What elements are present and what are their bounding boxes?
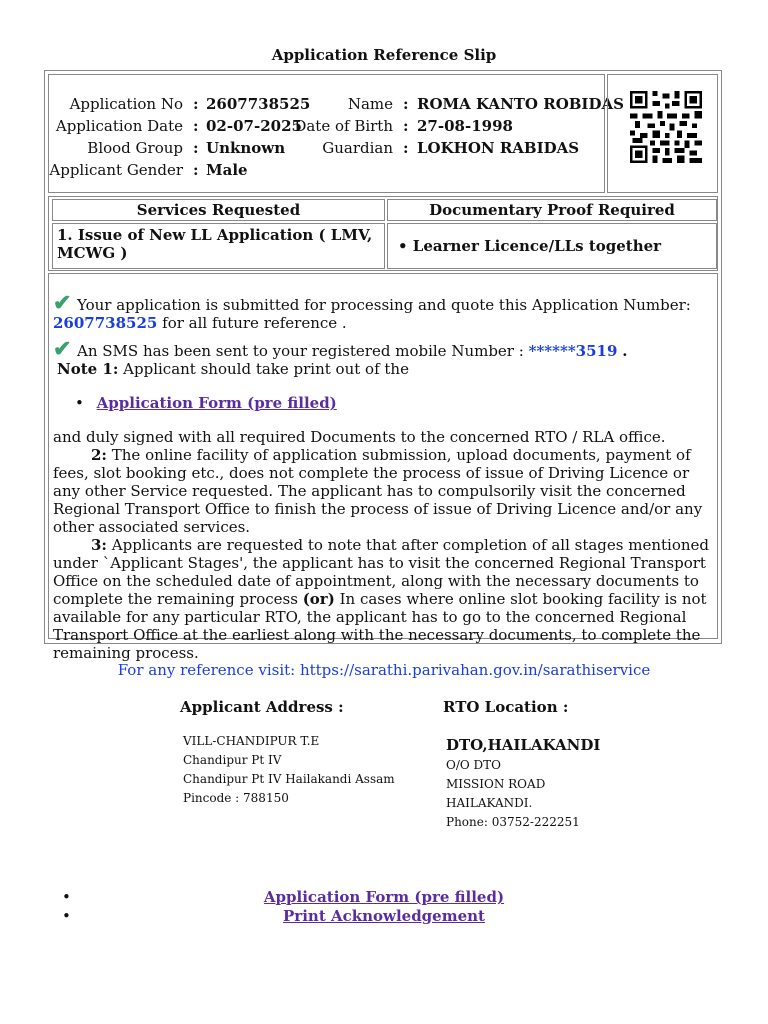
checkmark-icon: ✔ xyxy=(53,336,72,362)
note-3-label: 3: xyxy=(91,536,107,554)
reference-slip-frame xyxy=(44,70,722,662)
submitted-message xyxy=(53,290,717,332)
colon: : xyxy=(403,95,409,113)
bullet: • xyxy=(75,394,84,412)
app-date-value: 02-07-2025 xyxy=(206,117,302,135)
app-no-value: 2607738525 xyxy=(206,95,311,113)
blood-group-value: Unknown xyxy=(206,139,286,157)
address-line: Chandipur Pt IV Hailakandi Assam xyxy=(183,772,395,786)
address-line: Chandipur Pt IV xyxy=(183,753,282,767)
guardian-value: LOKHON RABIDAS xyxy=(417,139,580,157)
proof-item: • Learner Licence/LLs together xyxy=(387,223,717,269)
form-link-list xyxy=(75,394,717,412)
bullet: • xyxy=(62,888,71,906)
rto-name: DTO,HAILAKANDI xyxy=(446,736,601,754)
rto-line: HAILAKANDI. xyxy=(446,796,533,810)
rto-phone: Phone: 03752-222251 xyxy=(446,815,580,829)
after-link-text: and duly signed with all required Documents to the concerned RTO / RLA office. xyxy=(53,428,666,446)
note-1-label: Note 1: xyxy=(57,360,119,378)
colon: : xyxy=(193,161,199,179)
bottom-link-item xyxy=(0,907,768,926)
app-no-label: Application No xyxy=(69,95,183,113)
application-form-link[interactable]: Application Form (pre filled) xyxy=(96,394,337,412)
dob-value: 27-08-1998 xyxy=(417,117,513,135)
rto-location xyxy=(446,734,600,832)
gender-label: Applicant Gender xyxy=(49,161,183,179)
checkmark-icon: ✔ xyxy=(53,290,72,316)
note-2-label: 2: xyxy=(91,446,107,464)
notes-content xyxy=(53,274,717,662)
note-3-text-a: Applicants are requested to note that after completion of all stages mentioned under `Applicant Stages', the applicant has to visit the concerned Regional Transport Office on the scheduled date of appointment, along with the necessary documents to complete the remaining process xyxy=(53,536,710,608)
application-form-link-bottom[interactable]: Application Form (pre filled) xyxy=(263,888,505,906)
services-table xyxy=(48,196,718,271)
guardian-label: Guardian xyxy=(322,139,393,157)
note-2 xyxy=(53,446,717,536)
colon: : xyxy=(193,139,199,157)
address-line: Pincode : 788150 xyxy=(183,791,289,805)
note-3-or: (or) xyxy=(302,590,335,608)
colon: : xyxy=(403,139,409,157)
note-1 xyxy=(53,360,717,378)
bottom-links xyxy=(0,888,768,926)
submitted-suffix: for all future reference . xyxy=(162,314,347,332)
colon: : xyxy=(403,117,409,135)
rto-location-heading: RTO Location : xyxy=(443,698,569,716)
applicant-address-heading: Applicant Address : xyxy=(180,698,344,716)
dob-label: Date of Birth xyxy=(294,117,393,135)
rto-line: O/O DTO xyxy=(446,758,501,772)
documentary-proof-header: Documentary Proof Required xyxy=(387,199,717,221)
reference-link[interactable]: For any reference visit: https://sarathi.parivahan.gov.in/sarathiservice xyxy=(117,661,651,679)
rto-line: MISSION ROAD xyxy=(446,777,546,791)
page-title: Application Reference Slip xyxy=(271,46,497,64)
name-label: Name xyxy=(347,95,393,113)
note-2-text: The online facility of application submission, upload documents, payment of fees, slot booking etc., does not complete the process of issue of Driving Licence or any other Service requested. The applicant has to compulsorily visit the concerned Regional Transport Office to finish the process of issue of Driving Licence and/or any other associated services. xyxy=(53,446,703,536)
applicant-info-box xyxy=(48,74,624,193)
bullet: • xyxy=(62,907,71,925)
note-3 xyxy=(53,536,717,662)
submitted-number: 2607738525 xyxy=(53,314,158,332)
note-1-text: Applicant should take print out of the xyxy=(123,360,409,378)
gender-value: Male xyxy=(206,161,248,179)
qr-code-icon xyxy=(630,91,702,163)
blood-group-label: Blood Group xyxy=(87,139,183,157)
app-date-label: Application Date xyxy=(55,117,183,135)
address-line: VILL-CHANDIPUR T.E xyxy=(183,734,320,748)
note-3-text-b: In cases where online slot booking facility is not available for any particular RTO, the applicant has to go to the concerned Regional Transport Office at the earliest along with the necessary documents, to complete the remaining process. xyxy=(53,590,707,662)
sms-message xyxy=(53,336,717,362)
sms-suffix: . xyxy=(622,342,628,360)
services-requested-header: Services Requested xyxy=(52,199,385,221)
sms-number: ******3519 xyxy=(528,342,618,360)
qr-code-box xyxy=(607,74,718,193)
sms-text: An SMS has been sent to your registered mobile Number : xyxy=(77,342,524,360)
applicant-address xyxy=(183,732,395,808)
submitted-text: Your application is submitted for processing and quote this Application Number: xyxy=(77,296,691,314)
name-value: ROMA KANTO ROBIDAS xyxy=(417,95,624,113)
colon: : xyxy=(193,117,199,135)
print-acknowledgement-link[interactable]: Print Acknowledgement xyxy=(283,907,485,925)
notes-box xyxy=(48,273,718,662)
bottom-link-item xyxy=(0,888,768,907)
service-item: 1. Issue of New LL Application ( LMV, MCWG ) xyxy=(52,223,385,269)
colon: : xyxy=(193,95,199,113)
